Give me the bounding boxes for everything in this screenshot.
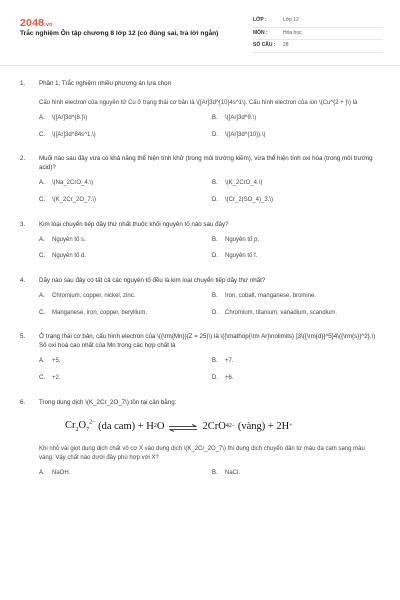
- question-text: Kim loại chuyển tiếp dãy thứ nhất thuộc khối nguyên tố nào sau đây?: [39, 220, 229, 228]
- content: [0, 80, 400, 477]
- question-head: [20, 399, 380, 408]
- option-letter: D.: [212, 253, 218, 260]
- eq-dichromate: [65, 418, 95, 435]
- option-d[interactable]: [212, 196, 385, 205]
- option-letter: A.: [39, 180, 45, 187]
- option-d[interactable]: [212, 252, 385, 261]
- question-1: [20, 99, 380, 139]
- eq-charge: 2−: [89, 419, 96, 426]
- option-letter: A.: [39, 293, 45, 300]
- option-letter: C.: [39, 197, 45, 204]
- question-number: 5.: [20, 333, 26, 341]
- page-title: Trắc nghiệm Ôn tập chương 8 lớp 12 (có đúng sai, trả lời ngắn): [20, 30, 219, 37]
- logo-text: 2048: [20, 17, 45, 29]
- option-letter: C.: [39, 375, 45, 382]
- meta-value: Hóa học: [283, 29, 302, 36]
- option-text: \([Ar]3d^9.\): [225, 114, 257, 121]
- option-c[interactable]: [39, 196, 212, 205]
- eq-text: (da cam) + H: [98, 420, 154, 432]
- question-head: [20, 155, 380, 173]
- section-title: Phần 1. Trắc nghiệm nhiều phương án lựa chọn: [39, 80, 172, 87]
- page-header: [0, 0, 400, 66]
- option-a[interactable]: [39, 292, 212, 301]
- options: [39, 469, 380, 478]
- option-letter: A.: [39, 358, 45, 365]
- option-letter: C.: [39, 131, 45, 138]
- meta-key: LỚP :: [253, 17, 267, 24]
- option-letter: D.: [212, 309, 218, 316]
- option-letter: A.: [39, 236, 45, 243]
- option-text: Nguyên tố s.: [52, 236, 86, 243]
- option-text: +6.: [225, 375, 234, 382]
- meta-row-subject: [253, 28, 383, 41]
- option-b[interactable]: [212, 469, 385, 478]
- option-letter: D.: [212, 197, 218, 204]
- eq-text: Cr: [65, 419, 76, 431]
- option-text: Chromium, titanium, vanadium, scandium.: [225, 309, 338, 316]
- option-a[interactable]: [39, 236, 212, 245]
- question-number: 4.: [20, 277, 26, 285]
- option-letter: D.: [212, 131, 218, 138]
- option-c[interactable]: [39, 309, 212, 318]
- option-text: +5.: [52, 358, 61, 365]
- option-d[interactable]: [212, 309, 385, 318]
- option-c[interactable]: [39, 131, 212, 140]
- option-letter: C.: [39, 253, 45, 260]
- option-text: NaCl.: [225, 469, 241, 476]
- option-text: +7.: [225, 358, 234, 365]
- meta-table: [253, 15, 383, 53]
- options: [39, 236, 380, 261]
- option-text: \([Ar]3d^{8.}\): [52, 114, 88, 121]
- option-b[interactable]: [212, 114, 385, 123]
- option-a[interactable]: [39, 179, 212, 188]
- question-5: [20, 333, 380, 382]
- eq-text: (vàng) + 2H: [237, 420, 290, 432]
- option-text: \(Cr_2(SO_4)_3.\): [225, 197, 274, 204]
- option-b[interactable]: [212, 179, 385, 188]
- option-b[interactable]: [212, 292, 385, 301]
- option-text: Manganese, iron, copper, beryllium.: [52, 309, 148, 316]
- question-head: [20, 277, 380, 286]
- option-text: \(K_2Cr_2O_7.\): [52, 197, 97, 204]
- option-text: Nguyên tố d.: [52, 253, 87, 260]
- option-letter: A.: [39, 469, 45, 476]
- option-letter: B.: [212, 293, 218, 300]
- section-number: 1.: [20, 80, 26, 87]
- option-d[interactable]: [212, 131, 385, 140]
- options: [39, 114, 380, 139]
- question-text: Ở trạng thái cơ bản, cấu hình electron của \({\rm{Mn}}(Z = 25)\) là \({\mathop{\rm Ar}\nolimits} ]3\({\rm{d}}^5}4\({\rm{s}}^2}.\) Số oxi hoá cao nhất của Mn trong các hợp chất là: [39, 333, 376, 350]
- eq-text: O: [78, 419, 87, 431]
- options: [39, 292, 380, 317]
- option-text: \(K_2CrO_4.\): [225, 180, 263, 187]
- option-c[interactable]: [39, 252, 212, 261]
- option-d[interactable]: [212, 374, 385, 383]
- question-number: 6.: [20, 398, 26, 406]
- option-b[interactable]: [212, 236, 385, 245]
- question-text: Muối nào sau đây vừa có khả năng thể hiện tính khử (trong môi trường kiềm), vừa thể hiện tính oxi hóa (trong môi trường acid)?: [39, 155, 373, 172]
- question-body: Khi nhỏ vài giọt dung dịch chất vô cơ X vào dung dịch \(K_2Cr_2O_7\) thì dung dịch chuyển dần từ màu da cam sang màu vàng. Vậy chất nào dưới đây phù hợp với X?: [39, 445, 365, 461]
- option-text: \([Ar]3d^84s^1.\): [52, 131, 96, 138]
- meta-value: Lớp 12: [283, 17, 299, 24]
- question-6: [20, 399, 380, 477]
- option-text: NaOH.: [52, 469, 71, 476]
- option-a[interactable]: [39, 469, 212, 478]
- option-letter: B.: [212, 236, 218, 243]
- eq-charge: +: [289, 422, 293, 429]
- option-c[interactable]: [39, 374, 212, 383]
- meta-row-count: [253, 40, 383, 53]
- question-text: Dãy nào sau đây có tất cả các nguyên tố đều là kim loại chuyển tiếp dãy thứ nhất?: [39, 277, 266, 285]
- option-a[interactable]: [39, 114, 212, 123]
- equilibrium-arrow-icon: [168, 422, 198, 430]
- site-logo[interactable]: [20, 16, 53, 31]
- eq-text: O: [156, 420, 165, 432]
- meta-row-class: [253, 15, 383, 28]
- option-b[interactable]: [212, 357, 385, 366]
- meta-value: 28: [283, 42, 289, 49]
- section-heading: [20, 80, 380, 89]
- chemical-equation: [65, 418, 380, 435]
- meta-key: SỐ CÂU :: [253, 42, 276, 49]
- option-text: Nguyên tố f.: [225, 253, 258, 260]
- question-head: [20, 221, 380, 230]
- eq-sub: 7: [86, 426, 90, 433]
- question-3: [20, 221, 380, 261]
- option-letter: B.: [212, 114, 218, 121]
- options: [39, 357, 380, 382]
- option-text: +2.: [52, 375, 61, 382]
- option-letter: D.: [212, 375, 218, 382]
- option-text: Iron, cobalt, manganese, bromine.: [225, 293, 317, 300]
- question-text: Trong dung dịch \(K_2Cr_2O_7\) tồn tại cân bằng:: [39, 398, 177, 406]
- logo-suffix: .vn: [44, 22, 53, 28]
- option-letter: B.: [212, 358, 218, 365]
- question-number: 2.: [20, 155, 26, 163]
- eq-sub: 4: [225, 422, 229, 429]
- eq-charge: 2−: [228, 422, 236, 429]
- question-2: [20, 155, 380, 204]
- meta-key: MÔN :: [253, 29, 268, 36]
- option-letter: B.: [212, 180, 218, 187]
- eq-text: 2CrO: [202, 420, 226, 432]
- option-text: \([Ar]3d^{10}).\): [225, 131, 266, 138]
- question-number: 3.: [20, 220, 26, 228]
- question-head: [20, 333, 380, 351]
- question-text: Cấu hình electron của nguyên tử Cu ở trạng thái cơ bản là \([Ar]3d^{10}4s^1\). Cấu hình electron của ion \(Cu^{2 + }\) là: [39, 99, 358, 106]
- option-text: \(Na_2CrO_4.\): [52, 180, 94, 187]
- option-text: Chromium, copper, nickel, zinc.: [52, 293, 136, 300]
- eq-sub: 2: [75, 426, 79, 433]
- eq-sub: 2: [153, 422, 157, 429]
- option-a[interactable]: [39, 357, 212, 366]
- option-letter: A.: [39, 114, 45, 121]
- question-4: [20, 277, 380, 317]
- options: [39, 179, 380, 204]
- option-text: Nguyên tố p.: [225, 236, 260, 243]
- option-letter: B.: [212, 469, 218, 476]
- option-letter: C.: [39, 309, 45, 316]
